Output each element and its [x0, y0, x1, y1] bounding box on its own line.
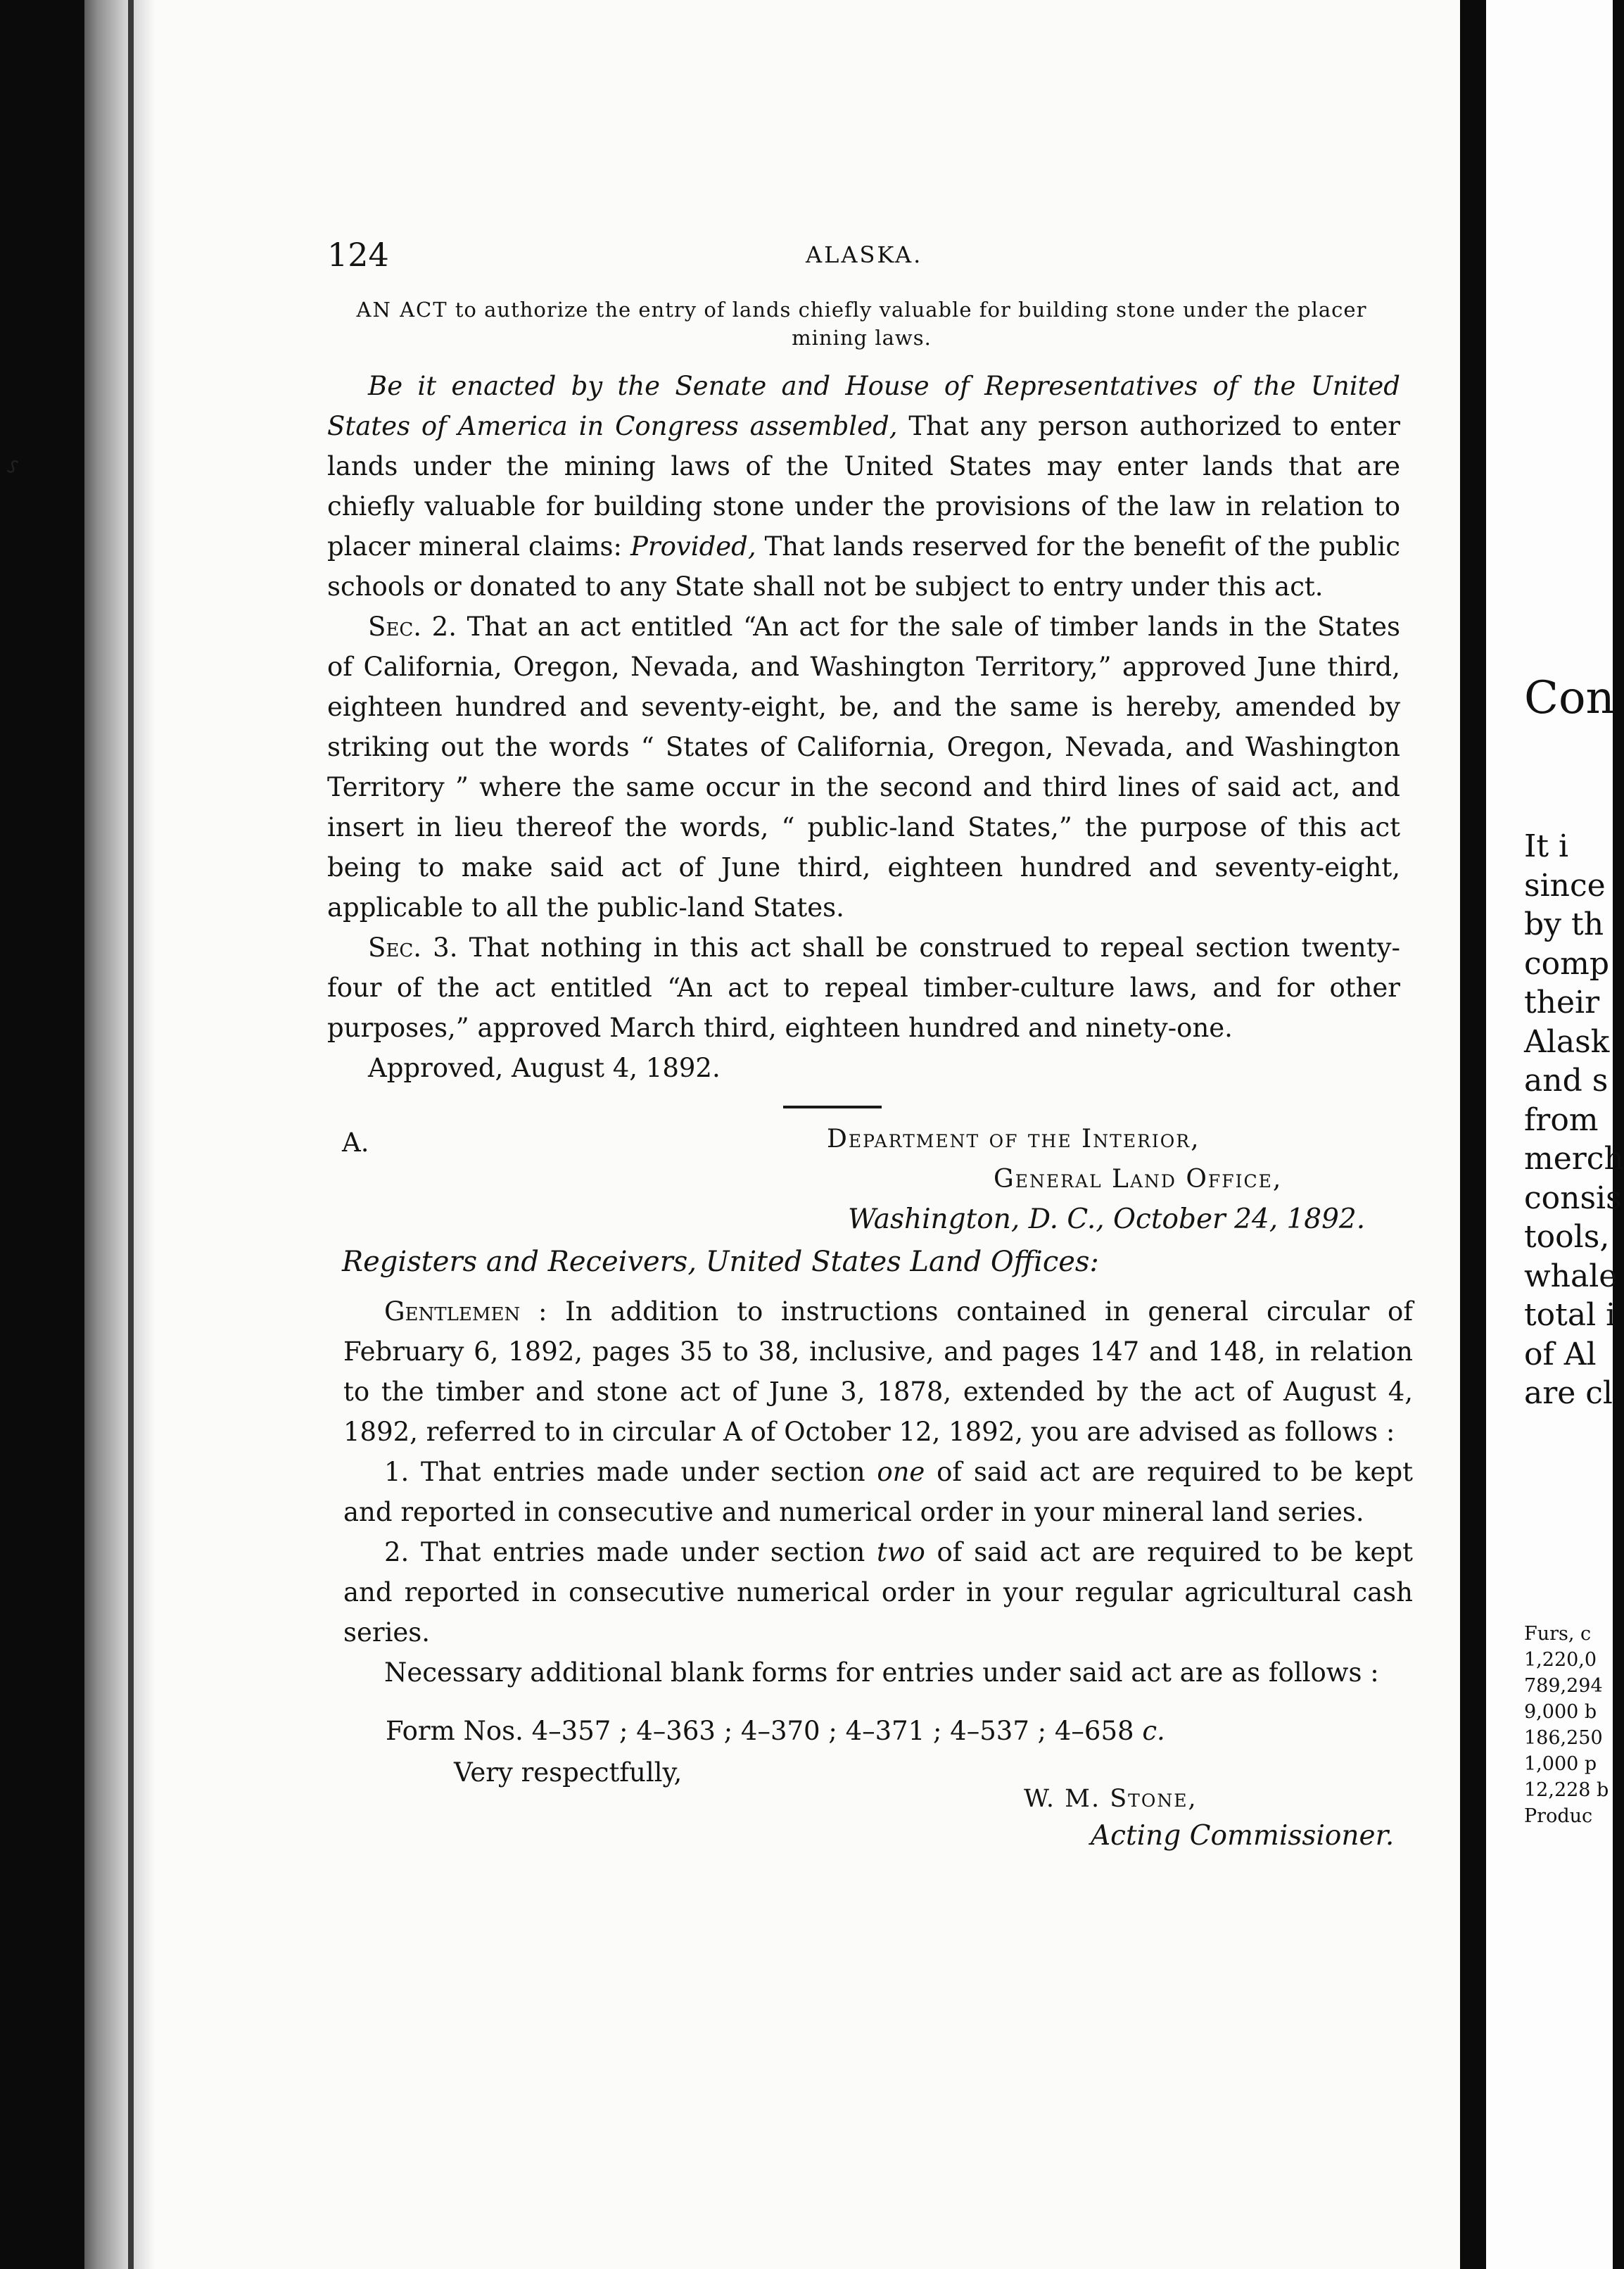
- facing-page-body-line: total i: [1524, 1297, 1616, 1333]
- instruction-item-1: [343, 1452, 1413, 1532]
- section-2: [327, 607, 1400, 928]
- facing-page-body-line: merch: [1524, 1141, 1624, 1177]
- facing-page-body-line: by th: [1524, 906, 1604, 942]
- section-1-part-1: That any person authorized to enter lands under the mining laws of the United States may enter lands that are chiefly valuable for building stone under the provisions of the law in relation to placer mineral claims:: [327, 411, 1400, 562]
- item-1-word: one: [877, 1457, 925, 1487]
- section-1-part-2: That lands reserved for the benefit of the public schools or donated to any State shall not be subject to entry under this act.: [327, 531, 1400, 602]
- facing-page-table-line: Furs, c: [1524, 1623, 1592, 1645]
- closing-line: Very respectfully,: [454, 1757, 683, 1788]
- signer-name: W. M. Stone,: [1024, 1785, 1198, 1813]
- spine-shadow: [128, 0, 134, 2269]
- place-date-line: Washington, D. C., October 24, 1892.: [848, 1203, 1366, 1235]
- facing-page-body-line: whale: [1524, 1258, 1618, 1294]
- instruction-item-2: [343, 1532, 1413, 1652]
- section-1: [327, 366, 1400, 607]
- signer-title: Acting Commissioner.: [1091, 1820, 1395, 1852]
- facing-page-body-line: and s: [1524, 1063, 1609, 1099]
- facing-page-body-line: are cl: [1524, 1375, 1613, 1411]
- department-line: Department of the Interior,: [827, 1125, 1200, 1154]
- form-numbers: Form Nos. 4–357 ; 4–363 ; 4–370 ; 4–371 ; 4–537 ; 4–658: [386, 1716, 1134, 1746]
- forms-intro: Necessary additional blank forms for entries under said act are as follows :: [384, 1657, 1379, 1688]
- facing-page-table-line: 1,220,0: [1524, 1649, 1597, 1671]
- page-number: 124: [327, 236, 389, 274]
- office-line: General Land Office,: [994, 1165, 1283, 1194]
- facing-page-body-line: comp: [1524, 945, 1610, 982]
- salutation: Registers and Receivers, United States Land Offices:: [342, 1246, 1099, 1278]
- circular-body: [343, 1291, 1413, 1693]
- facing-page-fragment: [1486, 0, 1624, 2269]
- form-numbers-line: [386, 1716, 1165, 1746]
- act-title-caps: AN ACT: [356, 298, 448, 322]
- provided-word: Provided,: [630, 531, 756, 562]
- section-3-label: Sec. 3.: [368, 933, 458, 963]
- facing-page-body-line: their: [1524, 985, 1600, 1020]
- item-1-pre: 1. That entries made under section: [384, 1457, 865, 1487]
- section-3-text: That nothing in this act shall be construed to repeal section twenty-four of the act entitled “An act to repeal timber-culture laws, and for other purposes,” approved March third, eighteen hundred and ninety-one.: [327, 933, 1401, 1043]
- enacting-clause: Be it enacted by the Senate and House of Representatives of the United States of America in Congress assembled,: [327, 371, 1400, 441]
- facing-page-heading: Con: [1524, 672, 1615, 724]
- act-title-text: to authorize the entry of lands chiefly valuable for building stone under the placer mining laws.: [455, 298, 1367, 350]
- act-body: [327, 366, 1400, 1088]
- facing-page-body-line: consis: [1524, 1180, 1622, 1216]
- margin-mark-icon: ⸉: [6, 455, 20, 488]
- item-1-post: of said act are required to be kept and reported in consecutive and numerical order in your mineral land series.: [343, 1457, 1413, 1527]
- section-2-text: That an act entitled “An act for the sale of timber lands in the States of California, Oregon, Nevada, and Washington Territory,” approved June third, eighteen hundred and seventy-eight, be, and the same is hereby, amended by striking out the words “ States of California, Oregon, Nevada, and Washington Territory ” where the same occur in the second and third lines of said act, and insert in lieu thereof the words, “ public-land States,” the purpose of this act being to make said act of June third, eighteen hundred and seventy-eight, applicable to all the public-land States.: [327, 612, 1400, 923]
- section-2-label: Sec. 2.: [368, 612, 457, 642]
- facing-page-table-line: 186,250: [1524, 1727, 1603, 1749]
- facing-page-body-line: Alask: [1524, 1023, 1610, 1060]
- act-title: [325, 296, 1398, 352]
- facing-page-table-line: 1,000 p: [1524, 1753, 1597, 1775]
- page-inner-shadow: [134, 0, 155, 2269]
- section-divider-rule: [783, 1106, 882, 1108]
- facing-page-body-line: tools,: [1524, 1219, 1610, 1255]
- circular-intro: [343, 1291, 1413, 1452]
- facing-page-body-line: of Al: [1524, 1336, 1597, 1372]
- page-edge-gutter: [84, 0, 128, 2269]
- facing-page-table-line: Produc: [1524, 1805, 1593, 1827]
- item-2-word: two: [876, 1537, 925, 1567]
- facing-page-table-line: 9,000 b: [1524, 1701, 1597, 1723]
- page-header: [327, 236, 1411, 278]
- item-2-post: of said act are required to be kept and reported in consecutive numerical order in your regular agricultural cash series.: [343, 1537, 1413, 1648]
- approved-line: Approved, August 4, 1892.: [368, 1053, 721, 1083]
- facing-page-table-line: 12,228 b: [1524, 1779, 1609, 1801]
- facing-page-body-line: It i: [1524, 828, 1569, 864]
- item-2-pre: 2. That entries made under section: [384, 1537, 865, 1567]
- section-3: [327, 928, 1400, 1048]
- facing-page-body-line: since: [1524, 867, 1606, 904]
- facing-page-table-line: 789,294: [1524, 1675, 1603, 1697]
- gentlemen-label: Gentlemen :: [384, 1296, 547, 1327]
- form-numbers-suffix: c.: [1142, 1716, 1165, 1746]
- circular-label: A.: [342, 1127, 369, 1158]
- circular-intro-text: In addition to instructions contained in general circular of February 6, 1892, pages 35 to 38, inclusive, and pages 147 and 148, in relation to the timber and stone act of June 3, 1878, extended by the act of August 4, 1892, referred to in circular A of October 12, 1892, you are advised as follows :: [343, 1296, 1414, 1447]
- running-head: ALASKA.: [806, 241, 923, 268]
- facing-page-body-line: from: [1524, 1101, 1599, 1138]
